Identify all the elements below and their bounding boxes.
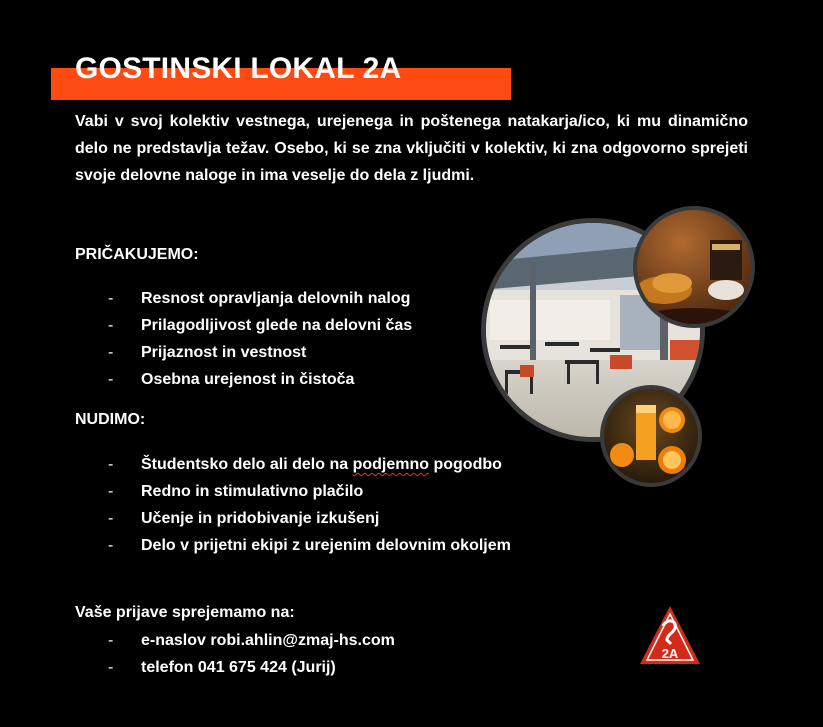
contact-phone: - telefon 041 675 424 (Jurij) [75,654,395,681]
list-item: - Učenje in pridobivanje izkušenj [75,505,511,532]
list-item: - Prijaznost in vestnost [75,339,412,366]
expect-heading: PRIČAKUJEMO: [75,246,199,263]
intro-paragraph: Vabi v svoj kolektiv vestnega, urejenega in poštenega natakarja/ico, ki mu dinamično delo ne predstavlja težav. Osebo, ki se zna vključiti v kolektiv, ki zna odgovorno sprejeti svoje delovne naloge in ima veselje do dela z ljudmi. [75,113,748,184]
orange-juice-photo [600,385,702,487]
contact-email: - e-naslov robi.ahlin@zmaj-hs.com [75,627,395,654]
list-item-text: pogodbo [429,456,502,473]
list-item: - Osebna urejenost in čistoča [75,366,412,393]
logo-2a [637,604,703,673]
apply-heading: Vaše prijave sprejemamo na: [75,604,295,621]
page-title: GOSTINSKI LOKAL 2A [75,52,402,85]
list-item: - Delo v prijetni ekipi z urejenim delovnim okoljem [75,532,511,559]
list-item-text: Študentsko delo ali delo na [141,456,353,473]
spellcheck-word: podjemno [352,456,430,473]
list-item: - Resnost opravljanja delovnih nalog [75,285,412,312]
list-item: - Redno in stimulativno plačilo [75,478,511,505]
list-item: - Prilagodljivost glede na delovni čas [75,312,412,339]
offer-heading: NUDIMO: [75,411,146,428]
logo-text: 2A [661,646,679,661]
